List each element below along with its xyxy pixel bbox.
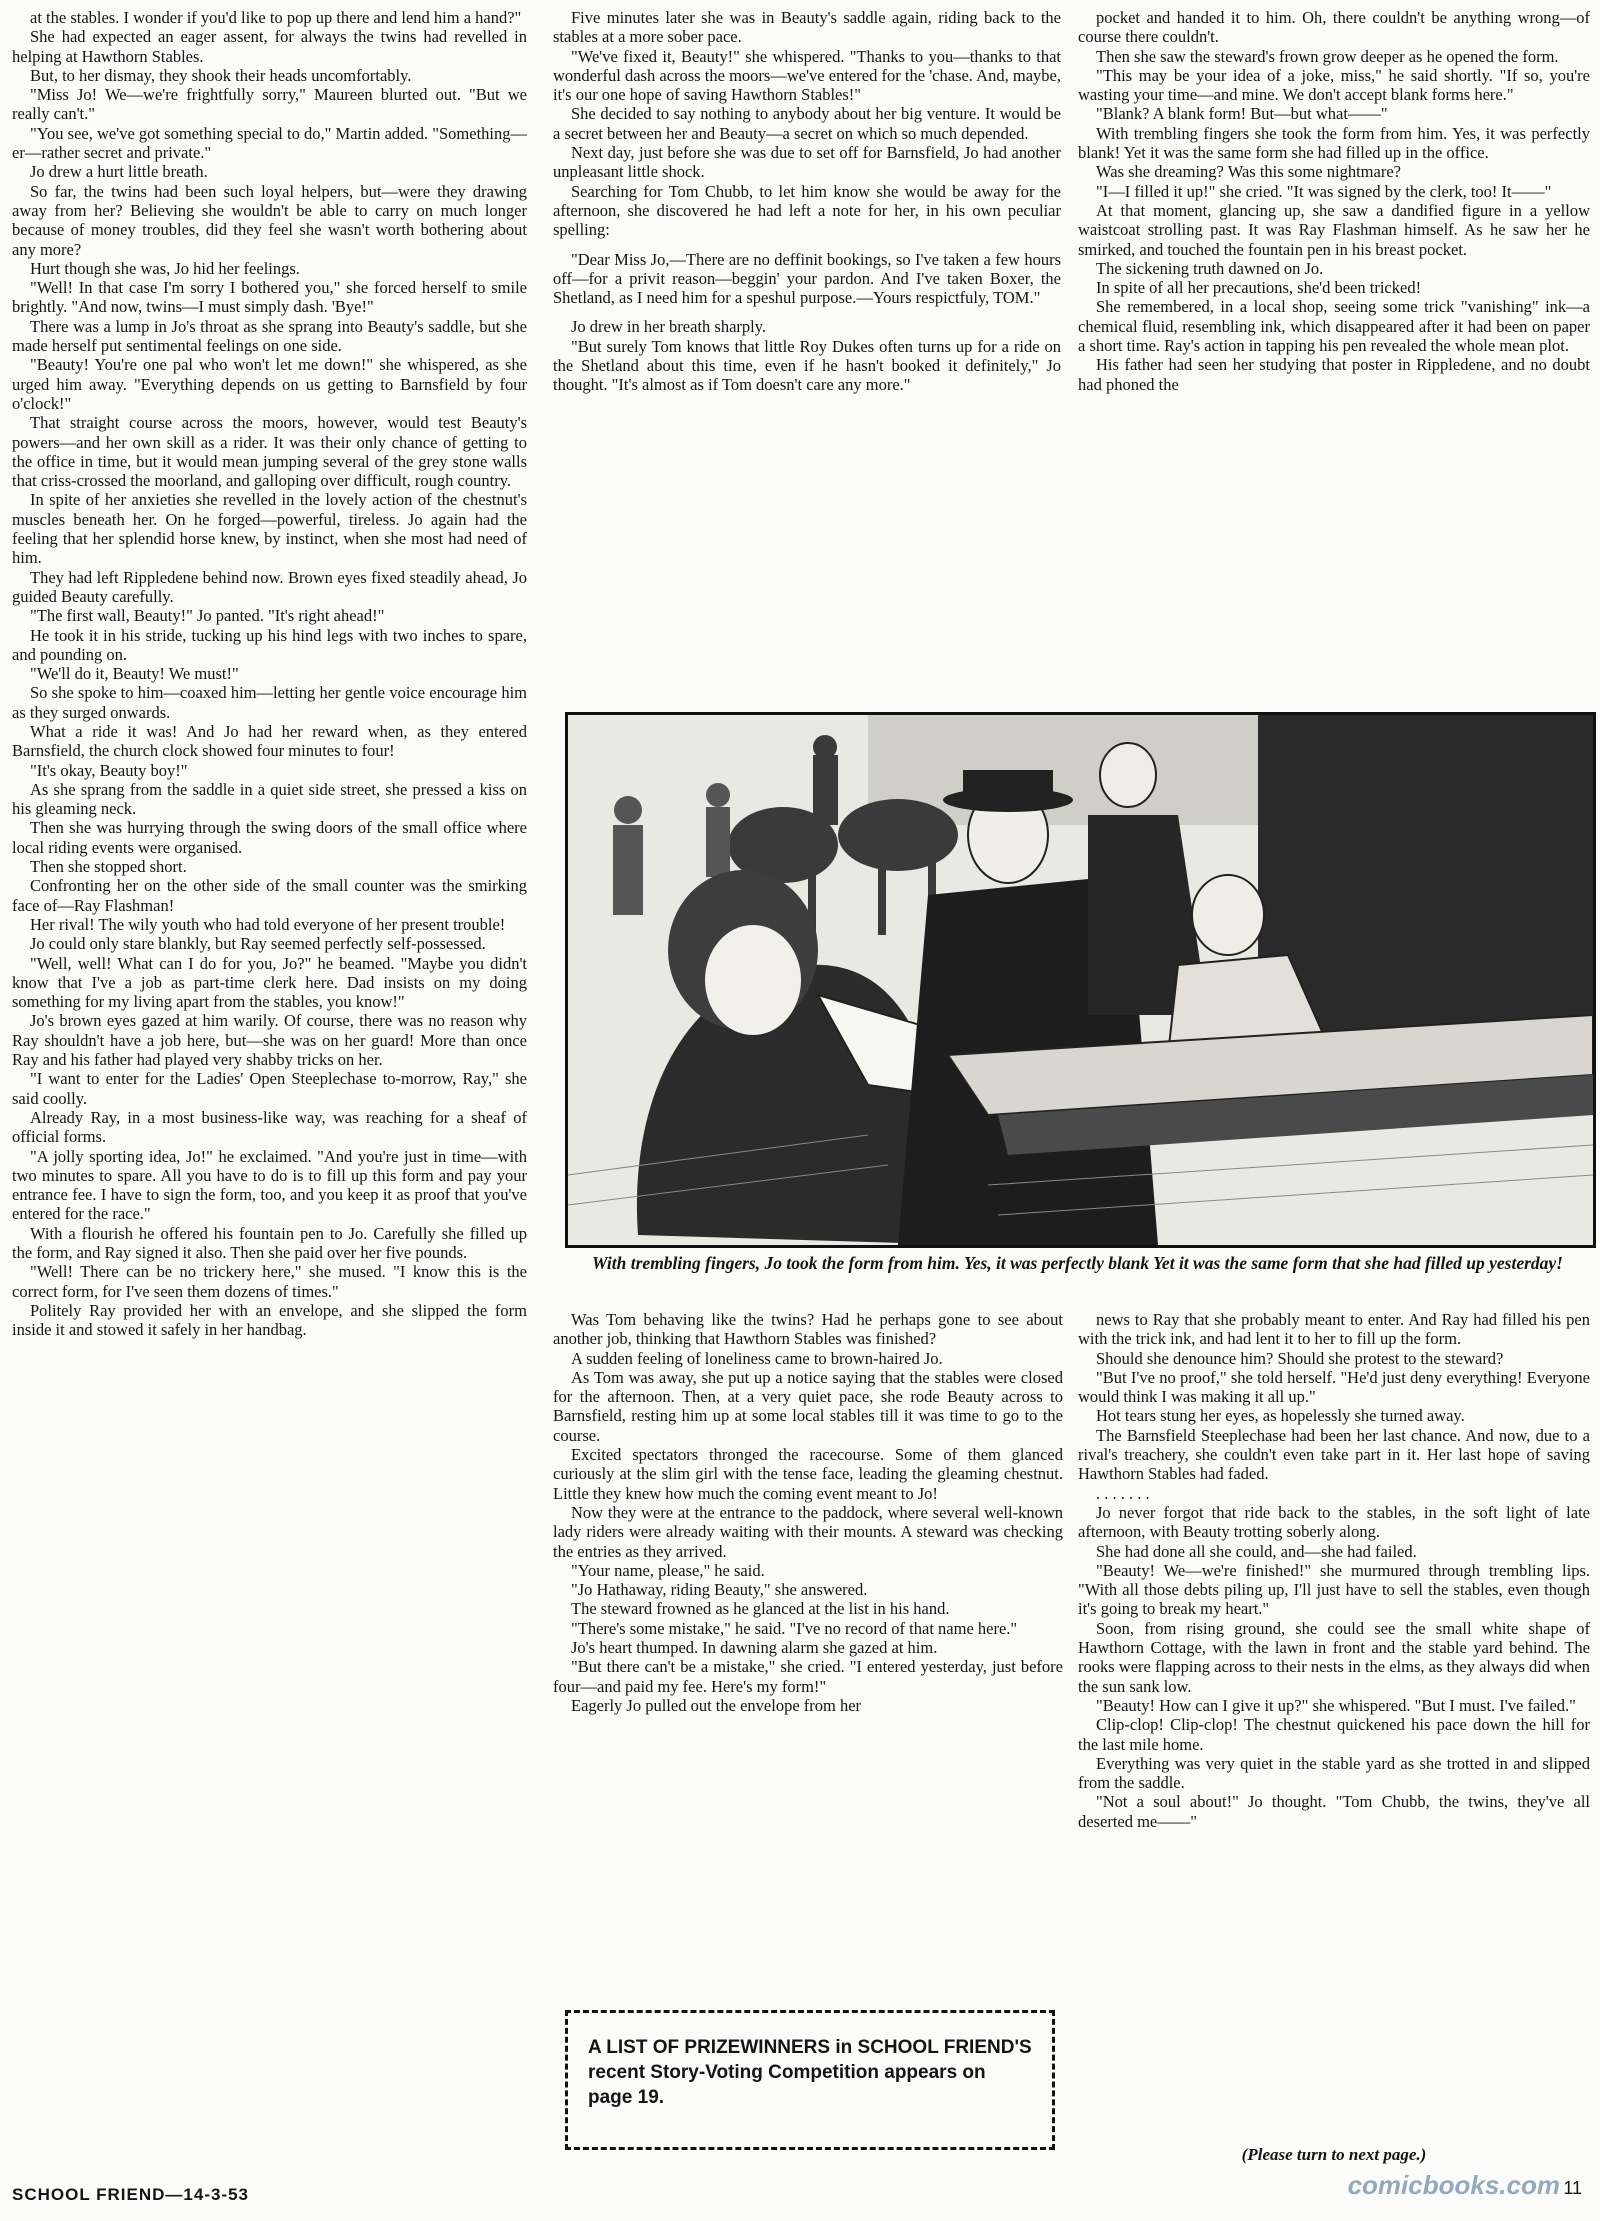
paragraph: Should she denounce him? Should she protest to the steward?: [1096, 1348, 1504, 1368]
paragraph: Jo's heart thumped. In dawning alarm she gazed at him.: [571, 1638, 938, 1658]
paragraph: Jo's brown eyes gazed at him warily. Of course, there was no reason why Ray shouldn't have a job here, but—she was on her guard! More than once Ray and his father had played very shabby tricks on her.: [12, 1011, 527, 1070]
paragraph: Everything was very quiet in the stable yard as she trotted in and slipped from the saddle.: [1078, 1753, 1590, 1793]
paragraph: . . . . . . .: [1096, 1483, 1150, 1503]
paragraph: Then she was hurrying through the swing doors of the small office where local riding events were organised.: [12, 818, 527, 857]
paragraph: "Well! In that case I'm sorry I bothered you," she forced herself to smile brightly. "And now, twins—I must simply dash. 'Bye!": [12, 278, 527, 317]
paragraph: Was she dreaming? Was this some nightmare?: [1096, 162, 1401, 182]
paragraph: But, to her dismay, they shook their heads uncomfortably.: [30, 65, 412, 85]
paragraph: Five minutes later she was in Beauty's saddle again, riding back to the stables at a more sober pace.: [553, 8, 1061, 47]
paragraph: "This may be your idea of a joke, miss," he said shortly. "If so, you're wasting your time—and mine. We don't accept blank forms here.": [1078, 65, 1590, 105]
paragraph: "It's okay, Beauty boy!": [30, 760, 188, 780]
paragraph: "Beauty! How can I give it up?" she whispered. "But I must. I've failed.": [1096, 1695, 1576, 1715]
paragraph: They had left Rippledene behind now. Brown eyes fixed steadily ahead, Jo guided Beauty carefully.: [12, 567, 527, 606]
paragraph: With a flourish he offered his fountain pen to Jo. Carefully she filled up the form, and Ray signed it also. Then she paid over her five pounds.: [12, 1223, 527, 1262]
paragraph: Her rival! The wily youth who had told everyone of her present trouble!: [30, 914, 506, 934]
paragraph: "Blank? A blank form! But—but what——": [1096, 104, 1388, 124]
story-column-2-lower: [553, 1310, 1063, 2000]
paragraph: "Jo Hathaway, riding Beauty," she answered.: [571, 1580, 868, 1600]
paragraph: Jo drew in her breath sharply.: [571, 317, 767, 337]
paragraph: at the stables. I wonder if you'd like to pop up there and lend him a hand?": [30, 8, 522, 27]
paragraph: That straight course across the moors, however, would test Beauty's powers—and her own skill as a rider. It was their only chance of getting to the office in time, but it would mean jumping several of the grey stone walls that criss-crossed the moorland, and galloping over difficult, rough country.: [12, 413, 527, 491]
paragraph: "I—I filled it up!" she cried. "It was signed by the clerk, too! It——": [1096, 181, 1552, 201]
paragraph: Now they were at the entrance to the paddock, where several well-known lady riders were already waiting with their mounts. A steward was checking the entries as they arrived.: [553, 1502, 1063, 1561]
paragraph: "We've fixed it, Beauty!" she whispered. "Thanks to you—thanks to that wonderful dash across the moors—we've entered for the 'chase. And, maybe, it's our one hope of saving Hawthorn Stables!": [553, 46, 1061, 105]
paragraph: Jo could only stare blankly, but Ray seemed perfectly self-possessed.: [30, 934, 486, 954]
paragraph: Hurt though she was, Jo hid her feelings.: [30, 258, 300, 278]
paragraph: Eagerly Jo pulled out the envelope from her: [571, 1695, 862, 1715]
paragraph: The Barnsfield Steeplechase had been her last chance. And now, due to a rival's treachery, she couldn't even take part in it. Her last hope of saving Hawthorn Stables had faded.: [1078, 1425, 1590, 1484]
paragraph: With trembling fingers she took the form from him. Yes, it was perfectly blank! Yet it was the same form she had filled up in the office.: [1078, 123, 1590, 163]
page-number: 11: [1563, 2178, 1582, 2198]
paragraph: The sickening truth dawned on Jo.: [1096, 258, 1324, 278]
paragraph: news to Ray that she probably meant to enter. And Ray had filled his pen with the trick ink, and had lent it to her to fill up the form.: [1078, 1310, 1590, 1349]
paragraph: "We'll do it, Beauty! We must!": [30, 664, 239, 684]
paragraph: Then she saw the steward's frown grow deeper as he opened the form.: [1096, 46, 1559, 66]
watermark: comicbooks.com: [1347, 2170, 1560, 2200]
paragraph: There was a lump in Jo's throat as she sprang into Beauty's saddle, but she made herself put sentimental feelings on one side.: [12, 316, 527, 356]
story-column-1: [12, 8, 527, 2168]
paragraph: "There's some mistake," he said. "I've no record of that name here.": [571, 1618, 1018, 1638]
paragraph: Confronting her on the other side of the small counter was the smirking face of—Ray Flashman!: [12, 876, 527, 915]
paragraph: Hot tears stung her eyes, as hopelessly she turned away.: [1096, 1406, 1465, 1426]
paragraph: "A jolly sporting idea, Jo!" he exclaimed. "And you're just in time—with two minutes to spare. All you have to do is to fill up this form and pay your entrance fee. I have to sign the form, too, and you keep it as proof that you've entered for the race.": [12, 1146, 527, 1224]
paragraph: "Well, well! What can I do for you, Jo?" he beamed. "Maybe you didn't know that I've a job as part-time clerk here. Dad insists on my doing something for my living apart from the stables, you know!": [12, 953, 527, 1012]
paragraph: Already Ray, in a most business-like way, was reaching for a sheaf of official forms.: [12, 1107, 527, 1147]
paragraph: She had done all she could, and—she had failed.: [1096, 1541, 1417, 1561]
paragraph: He took it in his stride, tucking up his hind legs with two inches to spare, and pounding on.: [12, 625, 527, 664]
paragraph: As Tom was away, she put up a notice saying that the stables were closed for the afternoon. Then, at a very quiet pace, she rode Beauty across to Barnsfield, resting him up at some local stables till it was time to go to the course.: [553, 1367, 1063, 1445]
story-column-3-lower: [1078, 1310, 1590, 2040]
paragraph: Excited spectators thronged the racecourse. Some of them glanced curiously at the slim girl with the tense face, leading the gleaming chestnut. Little they knew how much the coming event meant to Jo!: [553, 1445, 1063, 1503]
paragraph: "But there can't be a mistake," she cried. "I entered yesterday, just before four—and paid my fee. Here's my form!": [553, 1657, 1063, 1696]
paragraph: So she spoke to him—coaxed him—letting her gentle voice encourage him as they surged onwards.: [12, 683, 527, 722]
paragraph: Jo drew a hurt little breath.: [30, 162, 208, 182]
paragraph: pocket and handed it to him. Oh, there couldn't be anything wrong—of course there couldn't.: [1078, 8, 1590, 47]
story-illustration: [565, 712, 1596, 1248]
paragraph: Soon, from rising ground, she could see the small white shape of Hawthorn Cottage, with the lawn in front and the stable yard behind. The rooks were flapping across to their nests in the elms, as they always did when the sun sank low.: [1078, 1618, 1590, 1696]
paragraph: "You see, we've got something special to do," Martin added. "Something—er—rather secret and private.": [12, 123, 527, 163]
prizewinners-notice: A LIST OF PRIZEWINNERS in SCHOOL FRIEND'S recent Story-Voting Competition appears on page 19.: [565, 2010, 1055, 2150]
paragraph: A sudden feeling of loneliness came to brown-haired Jo.: [571, 1348, 943, 1368]
paragraph: "Not a soul about!" Jo thought. "Tom Chubb, the twins, they've all deserted me——": [1078, 1792, 1590, 1831]
paragraph: As she sprang from the saddle in a quiet side street, she pressed a kiss on his gleaming neck.: [12, 779, 527, 819]
paragraph: What a ride it was! And Jo had her reward when, as they entered Barnsfield, the church clock showed four minutes to four!: [12, 721, 527, 761]
paragraph: "Well! There can be no trickery here," she mused. "I know this is the correct form, for I've seen them dozens of times.": [12, 1262, 527, 1301]
paragraph: "The first wall, Beauty!" Jo panted. "It's right ahead!": [30, 606, 385, 626]
paragraph: Jo never forgot that ride back to the stables, in the soft light of late afternoon, with Beauty trotting soberly along.: [1078, 1502, 1590, 1542]
paragraph: At that moment, glancing up, she saw a dandified figure in a yellow waistcoat strolling past. It was Ray Flashman himself. As he saw her he smirked, and touched the fountain pen in his breast pocket.: [1078, 200, 1590, 259]
paragraph: In spite of her anxieties she revelled in the lovely action of the chestnut's muscles beneath her. On he forged—powerful, tireless. Jo again had the feeling that her splendid horse knew, by instinct, when she most had need of him.: [12, 490, 527, 568]
paragraph: "Dear Miss Jo,—There are no deffinit bookings, so I've taken a few hours off—for a privit reason—beggin' your pardon. And I've taken Boxer, the Shetland, as I need him for a speshul purpose.—Yours respictfuly, TOM.": [553, 249, 1061, 308]
paragraph: "Beauty! You're one pal who won't let me down!" she whispered, as she urged him away. "Everything depends on us getting to Barnsfield by four o'clock!": [12, 355, 527, 413]
paragraph: In spite of all her precautions, she'd been tricked!: [1096, 278, 1422, 298]
paragraph: "But surely Tom knows that little Roy Dukes often turns up for a ride on the Shetland about this time, even if he hasn't booked it definitely," Jo thought. "It's almost as if Tom doesn't care any more.": [553, 336, 1061, 395]
paragraph: Politely Ray provided her with an envelope, and she slipped the form inside it and stowed it safely in her handbag.: [12, 1300, 527, 1340]
paragraph: "Beauty! We—we're finished!" she murmured through trembling lips. "With all those debts piling up, I'll just have to sell the stables, even though it's going to break my heart.": [1078, 1560, 1590, 1619]
paragraph: "But I've no proof," she told herself. "He'd just deny everything! Everyone would think I was making it all up.": [1078, 1367, 1590, 1407]
illustration-caption: With trembling fingers, Jo took the form from him. Yes, it was perfectly blank Yet it was the same form that she had filled up yesterday!: [592, 1253, 1563, 1273]
continued-note: (Please turn to next page.): [1241, 2145, 1427, 2164]
paragraph: Was Tom behaving like the twins? Had he perhaps gone to see about another job, thinking that Hawthorn Stables was finished?: [553, 1310, 1063, 1349]
paragraph: "Your name, please," he said.: [571, 1560, 765, 1580]
paragraph: Next day, just before she was due to set off for Barnsfield, Jo had another unpleasant little shock.: [553, 143, 1061, 182]
paragraph: She remembered, in a local shop, seeing some trick "vanishing" ink—a chemical fluid, resembling ink, which disappeared after it had been on paper a short time. Ray's action in tapping his pen revealed the whole mean plot.: [1078, 297, 1590, 356]
paragraph: "I want to enter for the Ladies' Open Steeplechase to-morrow, Ray," she said coolly.: [12, 1069, 527, 1108]
paragraph: Searching for Tom Chubb, to let him know she would be away for the afternoon, she discovered he had left a note for her, in his own peculiar spelling:: [553, 181, 1061, 240]
paragraph: His father had seen her studying that poster in Rippledene, and no doubt had phoned the: [1078, 355, 1590, 394]
paragraph: The steward frowned as he glanced at the list in his hand.: [571, 1599, 950, 1619]
story-column-3: [1078, 8, 1590, 708]
paragraph: Clip-clop! Clip-clop! The chestnut quickened his pace down the hill for the last mile home.: [1078, 1715, 1590, 1754]
paragraph: "Miss Jo! We—we're frightfully sorry," Maureen blurted out. "But we really can't.": [12, 85, 527, 124]
paragraph: Then she stopped short.: [30, 857, 187, 877]
paragraph: So far, the twins had been such loyal helpers, but—were they drawing away from her? Believing she wouldn't be able to carry on much longer because of money troubles, did they feel she wasn't worth bothering about any more?: [12, 181, 527, 259]
footer-issue: SCHOOL FRIEND—14-3-53: [12, 2185, 250, 2204]
paragraph: She decided to say nothing to anybody about her big venture. It would be a secret between her and Beauty—a secret on which so much depended.: [553, 104, 1061, 143]
paragraph: She had expected an eager assent, for always the twins had revelled in helping at Hawthorn Stables.: [12, 27, 527, 66]
story-column-2: [553, 8, 1061, 720]
